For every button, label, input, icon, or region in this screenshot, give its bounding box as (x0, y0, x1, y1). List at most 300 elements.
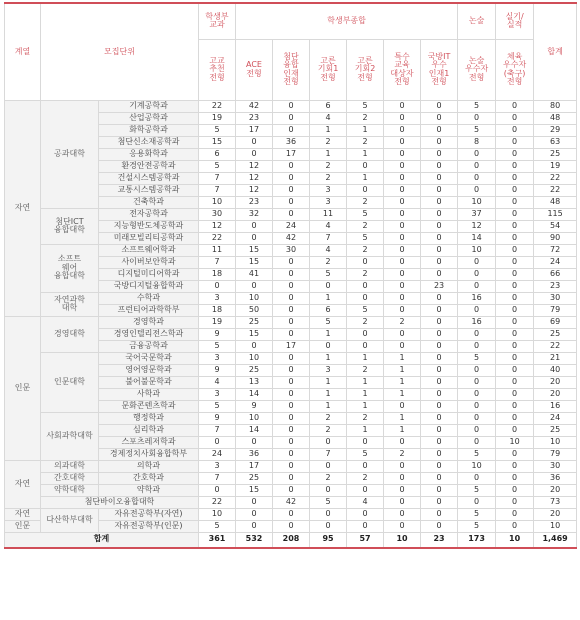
total-value: 95 (310, 532, 347, 548)
value-cell: 0 (421, 412, 458, 424)
value-cell: 7 (199, 172, 236, 184)
value-cell: 0 (384, 136, 421, 148)
total-value: 10 (496, 532, 534, 548)
department-cell: 경영학과 (99, 316, 199, 328)
header-unit: 모집단위 (41, 3, 199, 100)
value-cell: 8 (458, 136, 496, 148)
value-cell: 0 (421, 232, 458, 244)
value-cell: 0 (421, 124, 458, 136)
department-cell: 국방디지털융합학과 (99, 280, 199, 292)
value-cell: 5 (458, 508, 496, 520)
value-cell: 11 (199, 244, 236, 256)
value-cell: 1 (384, 352, 421, 364)
value-cell: 0 (421, 196, 458, 208)
total-value: 23 (421, 532, 458, 548)
value-cell: 0 (347, 460, 384, 472)
value-cell: 0 (310, 436, 347, 448)
value-cell: 0 (384, 148, 421, 160)
value-cell: 5 (310, 316, 347, 328)
value-cell: 0 (496, 364, 534, 376)
value-cell: 0 (384, 232, 421, 244)
department-cell: 심리학과 (99, 424, 199, 436)
row-total-value: 25 (534, 148, 577, 160)
total-value: 1,469 (534, 532, 577, 548)
value-cell: 0 (273, 316, 310, 328)
value-cell: 0 (273, 256, 310, 268)
value-cell: 1 (347, 148, 384, 160)
value-cell: 0 (496, 340, 534, 352)
value-cell: 7 (199, 256, 236, 268)
value-cell: 0 (273, 100, 310, 112)
value-cell: 0 (384, 100, 421, 112)
table-row (5, 352, 577, 364)
value-cell: 24 (273, 220, 310, 232)
value-cell: 2 (347, 472, 384, 484)
value-cell: 2 (310, 412, 347, 424)
row-total-value: 79 (534, 304, 577, 316)
value-cell: 7 (310, 232, 347, 244)
value-cell: 0 (273, 364, 310, 376)
value-cell: 5 (458, 448, 496, 460)
value-cell: 25 (236, 472, 273, 484)
value-cell: 0 (458, 400, 496, 412)
value-cell: 0 (458, 172, 496, 184)
row-total-value: 22 (534, 184, 577, 196)
value-cell: 0 (310, 520, 347, 532)
value-cell: 5 (199, 520, 236, 532)
value-cell: 2 (310, 172, 347, 184)
value-cell: 0 (273, 352, 310, 364)
department-cell: 간호학과 (99, 472, 199, 484)
value-cell: 0 (273, 472, 310, 484)
department-cell: 사이버보안학과 (99, 256, 199, 268)
value-cell: 0 (273, 292, 310, 304)
value-cell: 0 (496, 112, 534, 124)
value-cell: 0 (273, 388, 310, 400)
value-cell: 0 (384, 472, 421, 484)
table-row (5, 508, 577, 520)
value-cell: 15 (199, 136, 236, 148)
header-sub: 체육 우수자 (축구) 전형 (496, 39, 534, 100)
value-cell: 12 (236, 160, 273, 172)
value-cell: 0 (458, 256, 496, 268)
row-total-value: 25 (534, 424, 577, 436)
value-cell: 0 (384, 196, 421, 208)
value-cell: 23 (236, 196, 273, 208)
college-cell: 첨단ICT 융합대학 (41, 208, 99, 244)
value-cell: 1 (347, 388, 384, 400)
value-cell: 5 (347, 448, 384, 460)
value-cell: 5 (458, 484, 496, 496)
value-cell: 0 (421, 172, 458, 184)
value-cell: 0 (273, 124, 310, 136)
row-total-value: 80 (534, 100, 577, 112)
value-cell: 22 (199, 100, 236, 112)
value-cell: 0 (496, 292, 534, 304)
value-cell: 0 (421, 244, 458, 256)
department-cell: 건축학과 (99, 196, 199, 208)
value-cell: 15 (236, 256, 273, 268)
table-row (5, 100, 577, 112)
value-cell: 0 (458, 496, 496, 508)
value-cell: 16 (458, 292, 496, 304)
value-cell: 12 (199, 220, 236, 232)
department-cell: 화학공학과 (99, 124, 199, 136)
value-cell: 0 (421, 484, 458, 496)
value-cell: 0 (273, 400, 310, 412)
value-cell: 0 (421, 352, 458, 364)
value-cell: 12 (236, 184, 273, 196)
value-cell: 2 (347, 364, 384, 376)
value-cell: 0 (236, 436, 273, 448)
row-total-value: 16 (534, 400, 577, 412)
value-cell: 0 (236, 496, 273, 508)
row-total-value: 19 (534, 160, 577, 172)
value-cell: 42 (236, 100, 273, 112)
value-cell: 18 (199, 268, 236, 280)
value-cell: 0 (458, 304, 496, 316)
value-cell: 0 (496, 208, 534, 220)
value-cell: 0 (458, 364, 496, 376)
value-cell: 0 (384, 400, 421, 412)
value-cell: 23 (421, 280, 458, 292)
value-cell: 0 (496, 160, 534, 172)
value-cell: 0 (496, 376, 534, 388)
value-cell: 10 (458, 244, 496, 256)
college-cell: 다산학부대학 (41, 508, 99, 532)
department-cell: 영어영문학과 (99, 364, 199, 376)
value-cell: 5 (347, 232, 384, 244)
header-sub: 고른 기회2 전형 (347, 39, 384, 100)
row-total-value: 24 (534, 412, 577, 424)
department-cell: 지능형반도체공학과 (99, 220, 199, 232)
value-cell: 0 (347, 328, 384, 340)
value-cell: 0 (496, 400, 534, 412)
department-cell: 문화콘텐츠학과 (99, 400, 199, 412)
value-cell: 2 (384, 448, 421, 460)
value-cell: 0 (236, 232, 273, 244)
value-cell: 3 (310, 184, 347, 196)
category-cell: 자연 (5, 508, 41, 520)
header-sub: ACE 전형 (236, 39, 273, 100)
value-cell: 1 (384, 424, 421, 436)
total-row (5, 532, 577, 548)
table-row (5, 412, 577, 424)
department-cell: 디지털미디어학과 (99, 268, 199, 280)
value-cell: 25 (236, 364, 273, 376)
value-cell: 0 (496, 244, 534, 256)
value-cell: 5 (347, 304, 384, 316)
value-cell: 0 (421, 100, 458, 112)
value-cell: 3 (199, 388, 236, 400)
header-group-holistic: 학생부종합 (236, 3, 458, 39)
value-cell: 0 (347, 520, 384, 532)
value-cell: 36 (236, 448, 273, 460)
department-cell: 첨단신소재공학과 (99, 136, 199, 148)
value-cell: 5 (310, 496, 347, 508)
value-cell: 0 (496, 412, 534, 424)
value-cell: 9 (236, 400, 273, 412)
value-cell: 2 (310, 424, 347, 436)
value-cell: 4 (347, 496, 384, 508)
value-cell: 42 (273, 496, 310, 508)
value-cell: 0 (496, 172, 534, 184)
value-cell: 0 (458, 160, 496, 172)
value-cell: 0 (421, 256, 458, 268)
value-cell: 1 (310, 292, 347, 304)
value-cell: 9 (199, 364, 236, 376)
value-cell: 0 (199, 484, 236, 496)
value-cell: 0 (384, 244, 421, 256)
department-cell: 환경안전공학과 (99, 160, 199, 172)
value-cell: 2 (347, 112, 384, 124)
value-cell: 1 (310, 328, 347, 340)
table-row (5, 244, 577, 256)
value-cell: 1 (347, 400, 384, 412)
value-cell: 0 (421, 220, 458, 232)
value-cell: 0 (421, 496, 458, 508)
value-cell: 50 (236, 304, 273, 316)
value-cell: 0 (310, 484, 347, 496)
value-cell: 10 (236, 412, 273, 424)
department-cell: 교통시스템공학과 (99, 184, 199, 196)
value-cell: 10 (199, 508, 236, 520)
department-cell: 전자공학과 (99, 208, 199, 220)
value-cell: 0 (496, 196, 534, 208)
value-cell: 0 (496, 508, 534, 520)
table-row (5, 208, 577, 220)
row-total-value: 54 (534, 220, 577, 232)
value-cell: 0 (496, 148, 534, 160)
value-cell: 19 (199, 112, 236, 124)
value-cell: 0 (384, 436, 421, 448)
value-cell: 0 (421, 328, 458, 340)
value-cell: 1 (384, 364, 421, 376)
value-cell: 0 (236, 508, 273, 520)
value-cell: 0 (421, 460, 458, 472)
value-cell: 4 (310, 112, 347, 124)
department-cell: 기계공학과 (99, 100, 199, 112)
table-row (5, 292, 577, 304)
value-cell: 1 (347, 424, 384, 436)
department-cell: 의학과 (99, 460, 199, 472)
value-cell: 2 (310, 256, 347, 268)
value-cell: 0 (384, 268, 421, 280)
value-cell: 10 (236, 292, 273, 304)
value-cell: 0 (458, 412, 496, 424)
value-cell: 15 (236, 484, 273, 496)
value-cell: 0 (273, 484, 310, 496)
value-cell: 2 (347, 268, 384, 280)
value-cell: 15 (236, 328, 273, 340)
value-cell: 0 (273, 508, 310, 520)
value-cell: 6 (310, 304, 347, 316)
value-cell: 10 (199, 196, 236, 208)
value-cell: 0 (273, 268, 310, 280)
table-row (5, 460, 577, 472)
value-cell: 0 (273, 520, 310, 532)
college-cell: 소프트 웨어 융합대학 (41, 244, 99, 292)
value-cell: 18 (199, 304, 236, 316)
row-total-value: 63 (534, 136, 577, 148)
header-group-subject: 학생부 교과 (199, 3, 236, 39)
value-cell: 0 (199, 280, 236, 292)
value-cell: 0 (496, 448, 534, 460)
value-cell: 0 (384, 184, 421, 196)
value-cell: 17 (273, 148, 310, 160)
value-cell: 30 (199, 208, 236, 220)
value-cell: 0 (421, 424, 458, 436)
value-cell: 0 (236, 340, 273, 352)
value-cell: 0 (384, 340, 421, 352)
header-sub: 첨단 융합 인재 전형 (273, 39, 310, 100)
value-cell: 0 (421, 376, 458, 388)
value-cell: 1 (310, 400, 347, 412)
value-cell: 0 (384, 256, 421, 268)
category-cell: 인문 (5, 316, 41, 460)
value-cell: 41 (236, 268, 273, 280)
department-cell: 금융공학과 (99, 340, 199, 352)
value-cell: 6 (199, 148, 236, 160)
value-cell: 5 (199, 400, 236, 412)
value-cell: 7 (199, 184, 236, 196)
row-total-value: 10 (534, 436, 577, 448)
value-cell: 0 (421, 472, 458, 484)
value-cell: 5 (458, 100, 496, 112)
value-cell: 13 (236, 376, 273, 388)
value-cell: 0 (273, 184, 310, 196)
value-cell: 0 (421, 400, 458, 412)
value-cell: 0 (496, 220, 534, 232)
value-cell: 2 (347, 136, 384, 148)
value-cell: 0 (310, 280, 347, 292)
row-total-value: 115 (534, 208, 577, 220)
value-cell: 2 (384, 316, 421, 328)
admissions-table (4, 2, 577, 549)
value-cell: 42 (273, 232, 310, 244)
value-cell: 0 (421, 136, 458, 148)
college-cell: 의과대학 (41, 460, 99, 472)
value-cell: 0 (384, 112, 421, 124)
value-cell: 0 (496, 472, 534, 484)
value-cell: 5 (347, 208, 384, 220)
category-cell: 자연 (5, 100, 41, 316)
value-cell: 0 (384, 220, 421, 232)
value-cell: 0 (273, 328, 310, 340)
value-cell: 0 (384, 208, 421, 220)
value-cell: 3 (199, 352, 236, 364)
value-cell: 0 (347, 184, 384, 196)
value-cell: 0 (458, 340, 496, 352)
value-cell: 4 (310, 220, 347, 232)
value-cell: 15 (236, 244, 273, 256)
value-cell: 0 (496, 124, 534, 136)
value-cell: 2 (347, 196, 384, 208)
total-label: 합계 (5, 532, 199, 548)
value-cell: 1 (384, 376, 421, 388)
value-cell: 0 (347, 340, 384, 352)
value-cell: 23 (236, 112, 273, 124)
value-cell: 0 (496, 388, 534, 400)
row-total-value: 72 (534, 244, 577, 256)
department-cell: 자유전공학부(자연) (99, 508, 199, 520)
value-cell: 5 (199, 160, 236, 172)
value-cell: 0 (384, 508, 421, 520)
value-cell: 5 (199, 340, 236, 352)
value-cell: 1 (384, 412, 421, 424)
department-cell: 경영인텔리전스학과 (99, 328, 199, 340)
value-cell: 0 (236, 220, 273, 232)
value-cell: 0 (384, 484, 421, 496)
value-cell: 1 (310, 352, 347, 364)
value-cell: 0 (496, 184, 534, 196)
row-total-value: 79 (534, 448, 577, 460)
value-cell: 9 (199, 412, 236, 424)
value-cell: 0 (273, 436, 310, 448)
college-cell: 간호대학 (41, 472, 99, 484)
row-total-value: 30 (534, 292, 577, 304)
value-cell: 0 (421, 184, 458, 196)
row-total-value: 90 (534, 232, 577, 244)
value-cell: 3 (199, 460, 236, 472)
value-cell: 0 (384, 292, 421, 304)
value-cell: 0 (458, 268, 496, 280)
department-cell: 산업공학과 (99, 112, 199, 124)
value-cell: 5 (347, 100, 384, 112)
value-cell: 0 (347, 292, 384, 304)
row-total-value: 40 (534, 364, 577, 376)
value-cell: 0 (384, 280, 421, 292)
value-cell: 0 (273, 196, 310, 208)
value-cell: 22 (199, 496, 236, 508)
row-total-value: 21 (534, 352, 577, 364)
value-cell: 30 (273, 244, 310, 256)
value-cell: 0 (384, 520, 421, 532)
header-category: 계열 (5, 3, 41, 100)
value-cell: 19 (199, 316, 236, 328)
value-cell: 0 (458, 436, 496, 448)
college-cell: 약학대학 (41, 484, 99, 496)
value-cell: 0 (496, 520, 534, 532)
value-cell: 0 (458, 472, 496, 484)
value-cell: 16 (458, 316, 496, 328)
value-cell: 0 (347, 508, 384, 520)
value-cell: 5 (310, 268, 347, 280)
value-cell: 5 (458, 520, 496, 532)
department-cell: 경제정치사회융합학부 (99, 448, 199, 460)
department-cell: 스포츠레저학과 (99, 436, 199, 448)
value-cell: 0 (421, 208, 458, 220)
value-cell: 5 (458, 352, 496, 364)
college-cell: 공과대학 (41, 100, 99, 208)
value-cell: 2 (347, 244, 384, 256)
total-value: 532 (236, 532, 273, 548)
header-total: 합계 (534, 3, 577, 100)
value-cell: 0 (347, 484, 384, 496)
row-total-value: 24 (534, 256, 577, 268)
value-cell: 1 (310, 148, 347, 160)
row-total-value: 20 (534, 388, 577, 400)
value-cell: 10 (458, 196, 496, 208)
value-cell: 0 (273, 424, 310, 436)
college-cell: 첨단바이오융합대학 (41, 496, 199, 508)
value-cell: 0 (310, 340, 347, 352)
value-cell: 0 (384, 172, 421, 184)
value-cell: 0 (458, 388, 496, 400)
value-cell: 0 (236, 136, 273, 148)
value-cell: 0 (384, 496, 421, 508)
table-row (5, 484, 577, 496)
